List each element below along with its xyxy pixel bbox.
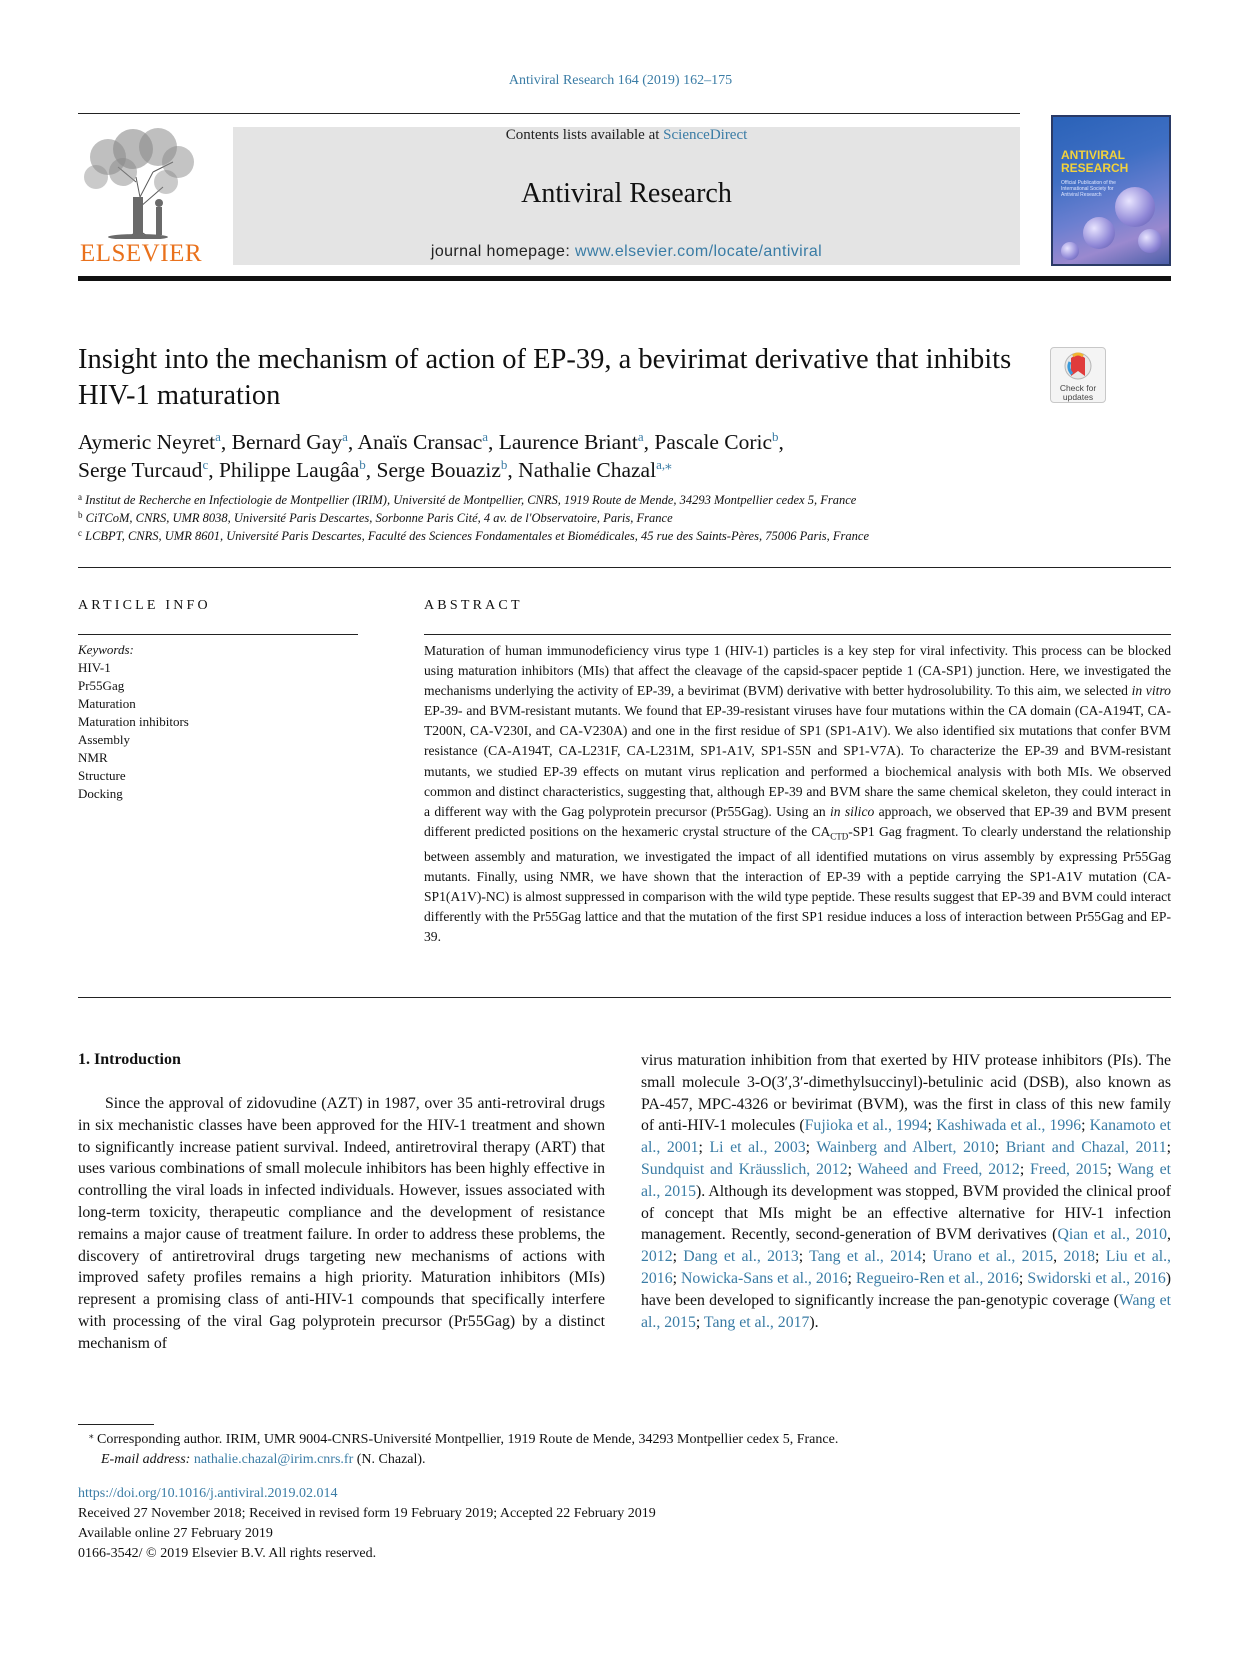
contents-prefix: Contents lists available at — [505, 127, 664, 143]
abstract-end-rule — [78, 997, 1171, 998]
corresponding-author-note: ⁎ Corresponding author. IRIM, UMR 9004-CNRS-Université Montpellier, 1919 Route de Mende, 34293 Montpellier cedex 5, France. — [89, 1430, 839, 1447]
abstract-heading: ABSTRACT — [424, 598, 523, 613]
reference-link[interactable]: Kashiwada et al., 1996 — [936, 1117, 1082, 1135]
contents-line — [233, 127, 1020, 144]
body-column-right: virus maturation inhibition from that exerted by HIV protease inhibitors (PIs). The small molecule 3-O(3′,3′-dimethylsuccinyl)-betulinic acid (DSB), also known as PA-457, MPC-4326 or bevirimat (BVM), was the first in class of this new family of anti-HIV-1 molecules (Fujioka et al., 1994; Kashiwada et al., 1996; Kanamoto et al., 2001; Li et al., 2003; Wainberg and Albert, 2010; Briant and Chazal, 2011; Sundquist and Kräusslich, 2012; Waheed and Freed, 2012; Freed, 2015; Wang et al., 2015). Although its development was stopped, BVM provided the clinical proof of concept that MIs might be an effective alternative for HIV-1 infection management. Recently, second-generation of BVM derivatives (Qian et al., 2010, 2012; Dang et al., 2013; Tang et al., 2014; Urano et al., 2015, 2018; Liu et al., 2016; Nowicka-Sans et al., 2016; Regueiro-Ren et al., 2016; Swidorski et al., 2016) have been developed to significantly increase the pan-genotypic coverage (Wang et al., 2015; Tang et al., 2017). — [641, 1052, 1172, 1331]
reference-link[interactable]: Dang et al., 2013 — [683, 1248, 799, 1266]
reference-link[interactable]: Qian et al., 2010 — [1057, 1226, 1168, 1244]
keyword: Assembly — [78, 732, 130, 747]
header-divider — [78, 113, 1020, 114]
author-list: Aymeric Neyret$^a$, Bernard Gay$^a$, Anaïs Cransac$^a$, Laurence Briant$^a$, Pascale Coric$^b$, Serge Turcaud$^c$, Philippe Laugâa$^b$, Serge Bouaziz$^b$, Nathalie Chazal$^{a,⁎}$ — [78, 429, 784, 482]
homepage-prefix: journal homepage: — [430, 243, 576, 260]
article-info-heading: ARTICLE INFO — [78, 598, 211, 613]
keyword: Maturation inhibitors — [78, 714, 189, 729]
keyword: Pr55Gag — [78, 678, 125, 693]
keywords-block — [78, 641, 358, 803]
section-divider — [78, 567, 1171, 568]
reference-link[interactable]: Wang et al., 2015 — [641, 1291, 1171, 1331]
cover-virus-graphic — [1138, 229, 1162, 253]
cover-virus-graphic — [1061, 242, 1079, 260]
cover-virus-graphic — [1115, 187, 1155, 227]
doi-link[interactable]: https://doi.org/10.1016/j.antiviral.2019.02.014 — [78, 1486, 338, 1501]
reference-link[interactable]: Li et al., 2003 — [709, 1139, 806, 1157]
elsevier-logo — [78, 127, 204, 267]
reference-link[interactable]: Tang et al., 2014 — [809, 1248, 922, 1266]
introduction-heading: 1. Introduction — [78, 1051, 181, 1068]
check-for-updates-button[interactable] — [1050, 347, 1106, 403]
reference-link[interactable]: Fujioka et al., 1994 — [804, 1117, 928, 1135]
footnote-rule — [78, 1424, 154, 1425]
reference-link[interactable]: 2012 — [641, 1248, 673, 1266]
keyword: Docking — [78, 786, 123, 801]
journal-cover-image[interactable] — [1051, 115, 1171, 266]
sciencedirect-link[interactable]: ScienceDirect — [663, 127, 748, 143]
reference-link[interactable]: Waheed and Freed, 2012 — [857, 1160, 1020, 1178]
author[interactable]: Pascale Coric$^b$ — [654, 429, 779, 454]
copyright: 0166-3542/ © 2019 Elsevier B.V. All rights reserved. — [78, 1546, 377, 1561]
author[interactable]: Nathalie Chazal$^{a,⁎}$ — [518, 457, 672, 482]
article-info-rule — [78, 634, 358, 635]
publication-info — [78, 1484, 1078, 1564]
reference-link[interactable]: Urano et al., 2015 — [932, 1248, 1054, 1266]
author[interactable]: Anaïs Cransac$^a$ — [357, 429, 489, 454]
reference-link[interactable]: Nowicka-Sans et al., 2016 — [681, 1269, 848, 1287]
journal-banner — [233, 127, 1020, 265]
reference-link[interactable]: Briant and Chazal, 2011 — [1005, 1139, 1167, 1157]
email-line: E-mail address: nathalie.chazal@irim.cnrs.fr (N. Chazal). — [101, 1452, 426, 1467]
author[interactable]: Laurence Briant$^a$ — [498, 429, 644, 454]
journal-title: Antiviral Research — [521, 178, 732, 209]
reference-link[interactable]: 2018 — [1063, 1248, 1096, 1266]
email-link[interactable]: nathalie.chazal@irim.cnrs.fr — [193, 1452, 354, 1467]
article-title: Insight into the mechanism of action of EP-39, a bevirimat derivative that inhibits HIV-1 maturation — [78, 344, 1012, 411]
reference-link[interactable]: Tang et al., 2017 — [703, 1313, 810, 1331]
tree-icon — [78, 127, 204, 239]
keyword: HIV-1 — [78, 660, 111, 675]
reference-link[interactable]: Sundquist and Kräusslich, 2012 — [641, 1160, 848, 1178]
header-thick-rule — [78, 276, 1171, 281]
author[interactable]: Bernard Gay$^a$ — [231, 429, 348, 454]
bookmark-icon — [1051, 350, 1105, 386]
body-column-left: Since the approval of zidovudine (AZT) in 1987, over 35 anti-retroviral drugs in six mechanistic classes have been approved for the HIV-1 treatment and shown to significantly increase patient survival. Indeed, antiretroviral therapy (ART) that uses various combinations of small molecule inhibitors has been highly effective in controlling the viral loads in infected individuals. However, issues associated with long-term toxicity, therapeutic compliance and the development of resistance remains a major cause of treatment failure. In order to address these problems, the discovery of antiretroviral drugs targeting new mechanisms of actions with improved safety profiles remains a high priority. Maturation inhibitors (MIs) represent a promising class of anti-HIV-1 compounds that specifically interfere with processing of the viral Gag polyprotein precursor (Pr55Gag) by a distinct mechanism of — [78, 1095, 605, 1352]
affiliation: $^b$ CiTCoM, CNRS, UMR 8038, Université Paris Descartes, Sorbonne Paris Cité, 4 av. de l'Observatoire, Paris, France — [78, 510, 673, 525]
keywords-label: Keywords: — [78, 642, 134, 657]
journal-citation-link[interactable]: Antiviral Research 164 (2019) 162–175 — [508, 73, 733, 88]
reference-link[interactable]: Liu et al., 2016 — [641, 1248, 1171, 1287]
reference-link[interactable]: Swidorski et al., 2016 — [1027, 1269, 1166, 1287]
keyword: NMR — [78, 750, 108, 765]
cover-title: ANTIVIRAL RESEARCH — [1061, 148, 1129, 175]
author[interactable]: Serge Turcaud$^c$ — [78, 457, 209, 482]
abstract-rule — [424, 634, 1171, 635]
keyword: Maturation — [78, 696, 136, 711]
author[interactable]: Serge Bouaziz$^b$ — [376, 457, 508, 482]
author[interactable]: Aymeric Neyret$^a$ — [78, 429, 221, 454]
received-dates: Received 27 November 2018; Received in revised form 19 February 2019; Accepted 22 February 2019 — [78, 1506, 656, 1521]
cover-virus-graphic — [1083, 217, 1115, 249]
homepage-line — [233, 243, 1020, 261]
reference-link[interactable]: Wainberg and Albert, 2010 — [816, 1139, 995, 1157]
check-for-updates-label: Check for updates — [1059, 383, 1097, 402]
affiliation: $^a$ Institut de Recherche en Infectiologie de Montpellier (IRIM), Université de Montpellier, CNRS, 1919 Route de Mende, 34293 Montpellier cedex 5, France — [78, 492, 857, 507]
abstract-text: Maturation of human immunodeficiency virus type 1 (HIV-1) particles is a key step for viral infectivity. This process can be blocked using maturation inhibitors (MIs) that affect the cleavage of the capsid-spacer peptide 1 (CA-SP1) junction. Here, we investigated the mechanisms underlying the activity of EP-39, a bevirimat (BVM) derivative with better hydrosolubility. To this aim, we selected in vitro EP-39- and BVM-resistant mutants. We found that EP-39-resistant viruses have four mutations within the CA domain (CA-A194T, CA-T200N, CA-V230I, and CA-V230A) and one in the first residue of SP1 (SP1-A1V). We also identified six mutations that confer BVM resistance (CA-A194T, CA-L231F, CA-L231M, SP1-A1V, SP1-S5N and SP1-V7A). To characterize the EP-39 and BVM-resistant mutants, we studied EP-39 effects on mutant virus replication and performed a biochemical analysis with both MIs. We observed common and distinct characteristics, suggesting that, although EP-39 and BVM share the same chemical skeleton, they could interact in a different way with the Gag polyprotein precursor (Pr55Gag). Using an in silico approach, we observed that EP-39 and BVM present different predicted positions on the hexameric crystal structure of the $CA_{CTD}-SP1$ Gag fragment. To clearly understand the relationship between assembly and maturation, we investigated the impact of all identified mutations on virus assembly by expressing Pr55Gag mutants. Finally, using NMR, we have shown that the interaction of EP-39 with a peptide carrying the SP1-A1V mutation (CA-SP1(A1V)-NC) is almost suppressed in comparison with the wild type peptide. These results suggest that EP-39 and BVM could interact differently with the Pr55Gag lattice and that the mutation of the first SP1 residue induces a loss of interaction between Pr55Gag and EP-39. — [424, 643, 1171, 945]
reference-link[interactable]: Regueiro-Ren et al., 2016 — [855, 1269, 1019, 1287]
footnote — [89, 1430, 1169, 1470]
elsevier-wordmark: ELSEVIER — [79, 240, 203, 267]
affiliation: $^c$ LCBPT, CNRS, UMR 8601, Université Paris Descartes, Faculté des Sciences Fondamentales et Biomédicales, 45 rue des Saints-Pères, 75006 Paris, France — [78, 528, 870, 543]
keyword: Structure — [78, 768, 126, 783]
available-online: Available online 27 February 2019 — [78, 1526, 273, 1541]
reference-link[interactable]: Freed, 2015 — [1030, 1160, 1108, 1178]
reference-link[interactable]: Wang et al., 2015 — [641, 1160, 1171, 1200]
cover-subtitle: Official Publication of the International Society for Antiviral Research — [1061, 180, 1116, 198]
author[interactable]: Philippe Laugâa$^b$ — [218, 457, 366, 482]
reference-link[interactable]: Kanamoto et al., 2001 — [641, 1117, 1172, 1157]
homepage-link[interactable]: www.elsevier.com/locate/antiviral — [575, 243, 823, 260]
